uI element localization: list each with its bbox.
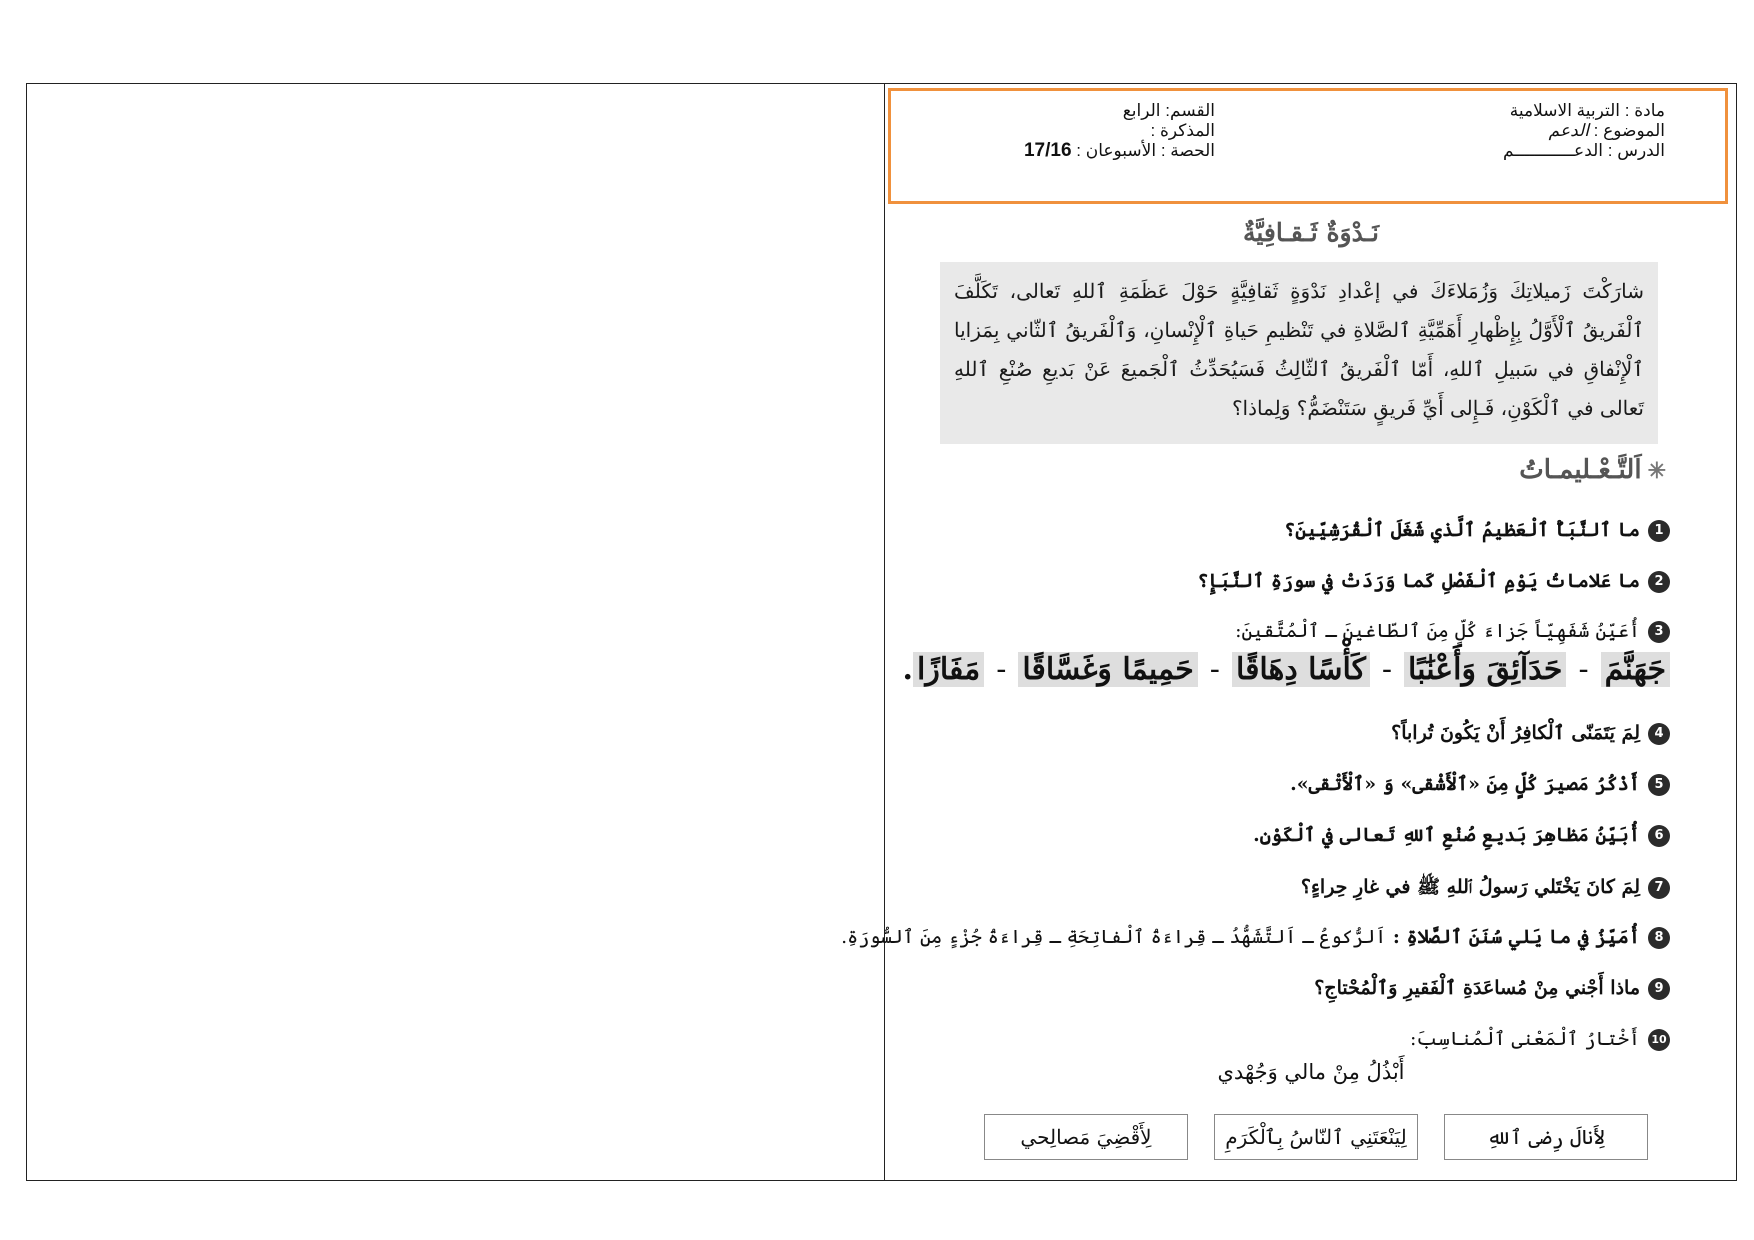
option-3[interactable]: لِأَقْضِيَ مَصالِحي [984,1114,1188,1160]
instructions-heading [1519,455,1666,485]
question-text: لِمَ يَتَمَنّى ٱلْكافِرُ أَنْ يَكُونَ تُراباً؟ [1391,722,1640,744]
question-9 [1314,977,1670,1000]
option-1[interactable]: لِأَنالَ رِضى ٱللهِ [1444,1114,1648,1160]
question-number: 8 [1648,927,1670,949]
word-separator: - [996,652,1007,687]
section-label: القسم: [1165,101,1215,120]
subject-value: التربية الاسلامية [1509,101,1621,120]
question-6 [1253,824,1670,847]
memo-label: المذكرة : [1150,121,1215,140]
question-number: 6 [1648,825,1670,847]
question-text: ماذا أَجْني مِنْ مُساعَدَةِ ٱلْفَقيرِ وَٱلْمُحْتاجِ؟ [1314,977,1640,999]
topic-value: الدعم [1548,121,1589,140]
choice-prompt: أَبْذُلُ مِنْ مالي وَجُهْدي [1217,1060,1405,1084]
question-text: أَخْتارُ ٱلْمَعْنى ٱلْمُناسِبَ: [1409,1028,1640,1050]
question-number: 3 [1648,621,1670,643]
column-divider [884,83,885,1181]
question-number: 10 [1648,1029,1670,1051]
question-text: أُمَيِّزُ في ما يَلي سُنَنَ ٱلصَّلاةِ : [1392,926,1640,948]
question-number: 4 [1648,723,1670,745]
reward-words-row [903,652,1670,687]
word-item: كَأْسًا دِهَاقًا [1232,652,1370,687]
question-number: 2 [1648,571,1670,593]
intro-paragraph: شارَكْتَ زَميلاتِكَ وَزُمَلاءَكَ في إعْدادِ نَدْوَةٍ ثَقافِيَّةٍ حَوْلَ عَظَمَةِ ٱللهِ تَعالى، تَكَلَّفَ ٱلْفَريقُ ٱلْأَوَّلُ بِإِظْهارِ أَهَمِّيَّةِ ٱلصَّلاةِ في تَنْظيمِ حَياةِ ٱلْإِنْسانِ، وَٱلْفَريقُ ٱلثّاني بِمَزايا ٱلْإِنْفاقِ في سَبيلِ ٱللهِ، أَمّا ٱلْفَريقُ ٱلثّالِثُ فَسَيُحَدِّثُ ٱلْجَميعَ عَنْ بَديعِ صُنْعِ ٱللهِ تَعالى في ٱلْكَوْنِ، فَـإِلى أَيِّ فَريقٍ سَتَنْضَمُّ؟ وَلِماذا؟ [940,262,1658,444]
word-separator: - [1209,652,1220,687]
question-1 [1284,519,1670,542]
question-3 [1235,620,1670,643]
word-separator: - [1578,652,1589,687]
question-number: 9 [1648,978,1670,1000]
question-5 [1290,773,1670,796]
right-panel [841,0,1736,1240]
session-value: 17/16 [1023,140,1072,161]
question-text: أَذْكُرُ مَصيرَ كُلٍّ مِنَ «ٱلْأَشْقى» وَ «ٱلْأَتْقى». [1290,773,1640,795]
lesson-value: الدعــــــــــــم [1502,141,1604,160]
topic-label: الموضوع : [1593,121,1665,140]
option-2[interactable]: لِيَنْعَتَنِي ٱلنّاسُ بِٱلْكَرَمِ [1214,1114,1418,1160]
question-2 [1197,570,1670,593]
word-item: مَفَازًا [913,652,984,687]
question-text: أُعَيِّنُ شَفَهِيّاً جَزاءَ كُلٍّ مِنَ ٱلطّاغينَ ـ ٱلْمُتَّقينَ: [1235,620,1640,642]
question-text: أُبَيِّنُ مَظاهِرَ بَديعِ صُنْعِ ٱللهِ تَعالى في ٱلْكَوْنِ. [1253,824,1640,846]
sparkle-icon: ✳ [1647,458,1666,484]
question-text: ما عَلاماتُ يَوْمِ ٱلْفَصْلِ كَما وَرَدَتْ في سورَةِ ٱلنَّبَإِ؟ [1197,570,1640,592]
word-item: حَدَآئِقَ وَأَعْنَٰبًا [1404,652,1566,687]
question-text: ما ٱلنَّبَأُ ٱلْعَظيمُ ٱلَّذي شَغَلَ ٱلْقُرَشِيّينَ؟ [1284,519,1640,541]
question-extra: اَلرُّكوعُ ـ اَلتَّشَهُّدُ ـ قِراءَةُ ٱلْفاتِحَةِ ـ قِراءَةُ جُزْءٍ مِنَ ٱلسُّورَةِ. [841,926,1387,948]
word-item: حَمِيمًا وَغَسَّاقًا [1018,652,1197,687]
words-end: . [902,652,913,687]
question-8 [841,926,1670,949]
question-number: 7 [1648,877,1670,899]
question-number: 5 [1648,774,1670,796]
question-10 [1410,1028,1670,1051]
lesson-label: الدرس : [1607,141,1665,160]
question-number: 1 [1648,520,1670,542]
question-4 [1391,722,1670,745]
subject-label: مادة : [1624,101,1665,120]
page-title: نَـدْوَةٌ ثَـقـافِيَّةٌ [1242,218,1380,247]
left-blank-panel [27,84,883,1180]
session-label: الحصة : الأسبوعان : [1076,141,1215,160]
word-separator: - [1381,652,1393,687]
question-7 [1301,875,1670,903]
question-text: لِمَ كانَ يَخْتَلي رَسولُ ٱللهِ ﷺ في غارِ حِراءٍ؟ [1300,876,1640,898]
instructions-heading-text: اَلتَّـعْـليمـاتُ [1519,455,1642,485]
word-item: جَهَنَّمَ [1601,652,1670,687]
section-value: الرابع [1122,101,1161,120]
